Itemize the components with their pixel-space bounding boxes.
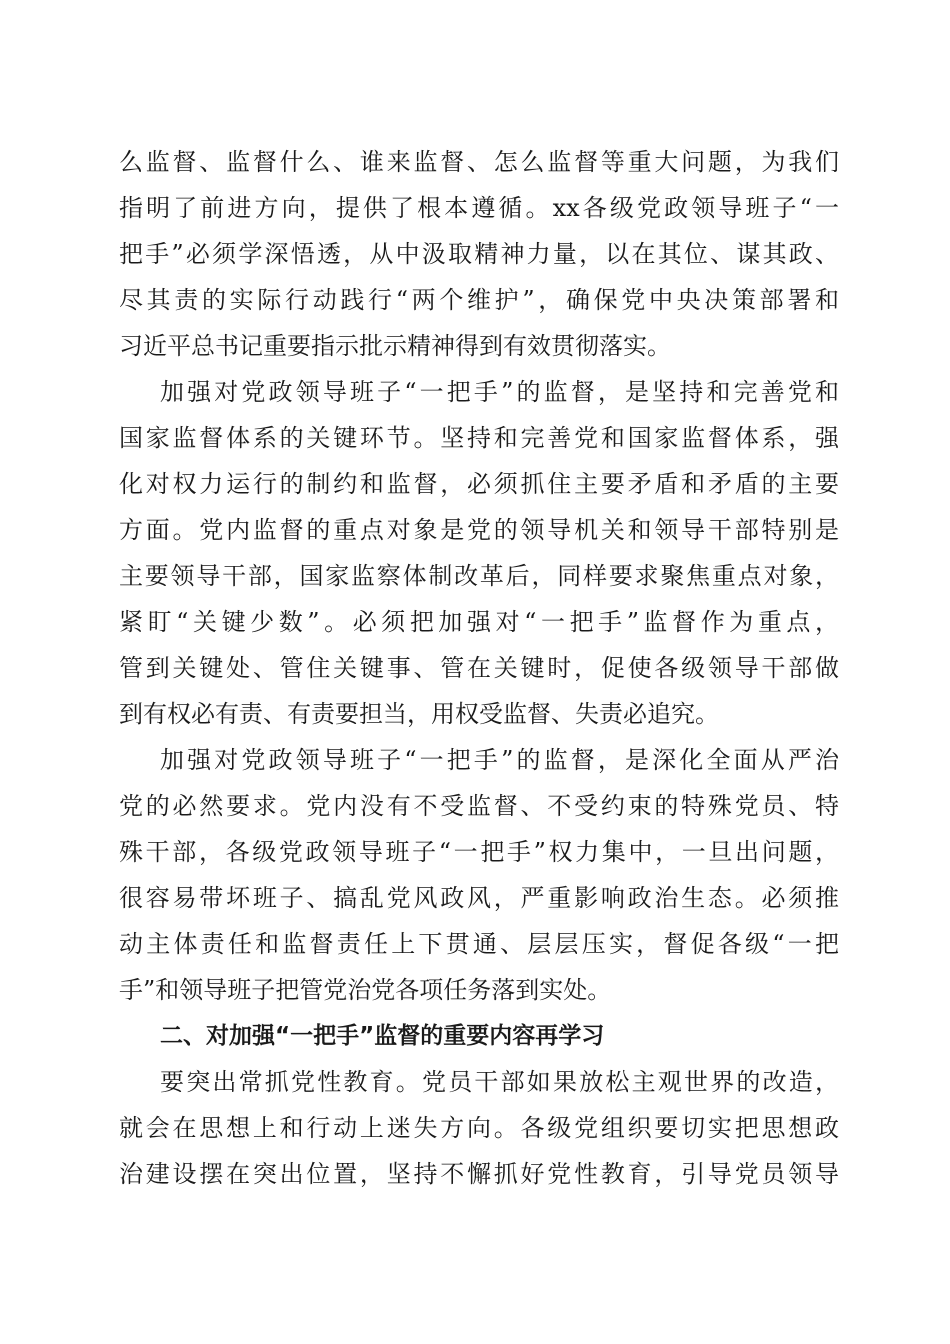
text-line: 指明了前进方向，提供了根本遵循。xx各级党政领导班子“一 [119, 194, 839, 222]
text-line: 化对权力运行的制约和监督，必须抓住主要矛盾和矛盾的主要 [119, 470, 839, 498]
text-line: 动主体责任和监督责任上下贯通、层层压实，督促各级“一把 [119, 930, 839, 958]
text-line: 方面。党内监督的重点对象是党的领导机关和领导干部特别是 [119, 516, 839, 544]
text-line: 加强对党政领导班子“一把手”的监督，是深化全面从严治 [160, 746, 839, 774]
text-line: 要突出常抓党性教育。党员干部如果放松主观世界的改造， [160, 1068, 839, 1096]
text-line: 管到关键处、管住关键事、管在关键时，促使各级领导干部做 [119, 654, 839, 682]
text-line: 国家监督体系的关键环节。坚持和完善党和国家监督体系，强 [119, 424, 839, 452]
text-line: 手”和领导班子把管党治党各项任务落到实处。 [119, 976, 612, 1004]
section-heading: 二、对加强“一把手”监督的重要内容再学习 [160, 1023, 605, 1049]
text-line: 很容易带坏班子、搞乱党风政风，严重影响政治生态。必须推 [119, 884, 839, 912]
text-line: 尽其责的实际行动践行“两个维护”，确保党中央决策部署和 [119, 286, 839, 314]
text-line: 到有权必有责、有责要担当，用权受监督、失责必追究。 [119, 700, 719, 728]
text-line: 紧盯“关键少数”。必须把加强对“一把手”监督作为重点， [119, 608, 839, 636]
text-line: 殊干部，各级党政领导班子“一把手”权力集中，一旦出问题， [119, 838, 839, 866]
text-line: 把手”必须学深悟透，从中汲取精神力量，以在其位、谋其政、 [119, 240, 839, 268]
text-line: 治建设摆在突出位置，坚持不懈抓好党性教育，引导党员领导 [119, 1160, 839, 1188]
text-line: 习近平总书记重要指示批示精神得到有效贯彻落实。 [119, 332, 671, 360]
text-line: 加强对党政领导班子“一把手”的监督，是坚持和完善党和 [160, 378, 839, 406]
text-line: 就会在思想上和行动上迷失方向。各级党组织要切实把思想政 [119, 1114, 839, 1142]
text-line: 党的必然要求。党内没有不受监督、不受约束的特殊党员、特 [119, 792, 839, 820]
text-line: 主要领导干部，国家监察体制改革后，同样要求聚焦重点对象， [119, 562, 839, 590]
text-line: 么监督、监督什么、谁来监督、怎么监督等重大问题，为我们 [119, 148, 839, 176]
